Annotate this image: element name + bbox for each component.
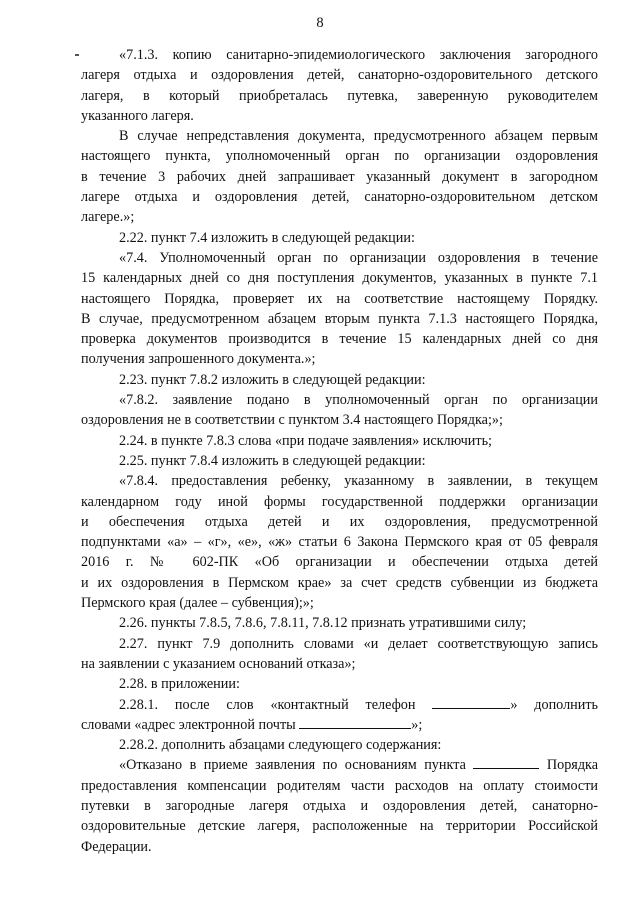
- paragraph-line: Федерации.: [81, 838, 152, 855]
- paragraph-line: [81, 715, 598, 735]
- scan-mark: [75, 54, 79, 56]
- paragraph-p-nepredst: [81, 126, 598, 227]
- paragraph-line: Пермского края (далее – субвенция);»;: [81, 595, 314, 612]
- paragraph-2-28-2: [81, 735, 598, 755]
- paragraph-line: 2.27. пункт 7.9 дополнить словами «и делает соответствующую запись: [119, 635, 598, 652]
- paragraph-line: 2.28.2. дополнить абзацами следующего содержания:: [119, 737, 442, 754]
- paragraph-line: [81, 755, 598, 775]
- paragraph-line: 2.24. в пункте 7.8.3 слова «при подаче заявления» исключить;: [119, 432, 492, 449]
- paragraph-line: «7.1.3. копию санитарно-эпидемиологического заключения загородного: [119, 47, 598, 63]
- paragraph-line: «7.8.2. заявление подано в уполномоченный орган по организации: [119, 392, 598, 409]
- paragraph-p224: [81, 431, 598, 451]
- paragraph-line: 2.25. пункт 7.8.4 изложить в следующей редакции:: [119, 452, 426, 469]
- paragraph-line: лагеря, в который приобреталась путевка, заверенную руководителем: [81, 87, 598, 104]
- paragraph-line: «7.8.4. предоставления ребенку, указанному в заявлении, в текущем: [119, 473, 598, 490]
- paragraph-line: предоставления компенсации родителям части расходов на оплату стоимости: [81, 777, 598, 794]
- paragraph-p225: [81, 451, 598, 471]
- paragraph-p228: [81, 674, 598, 694]
- text-segment: Порядка: [546, 757, 599, 774]
- paragraph-line: [81, 695, 598, 715]
- paragraph-line: и обеспечения отдыха детей и их оздоровления, предусмотренной: [81, 513, 598, 530]
- paragraph-p713: [81, 45, 598, 126]
- paragraph-p784: [81, 471, 598, 613]
- paragraph-line: 2.26. пункты 7.8.5, 7.8.6, 7.8.11, 7.8.12 признать утратившими силу;: [119, 615, 527, 632]
- paragraph-line: оздоровления не в соответствии с пунктом 3.4 настоящего Порядка;»;: [81, 412, 503, 429]
- paragraph-list: [81, 45, 598, 695]
- paragraph-line: 2016 г. № 602-ПК «Об организации и обеспечении отдыха детей: [81, 554, 598, 571]
- paragraph-p74: [81, 248, 598, 370]
- paragraph-line: 2.28. в приложении:: [119, 676, 240, 693]
- blank-field: [299, 716, 411, 729]
- paragraph-p226: [81, 613, 598, 633]
- paragraph-line: настоящего Порядка, проверяет их на соответствие настоящему Порядку.: [81, 290, 598, 307]
- paragraph-line: календарном году иной формы государственной поддержки организации: [81, 493, 598, 510]
- paragraph-line: 2.22. пункт 7.4 изложить в следующей редакции:: [119, 229, 415, 246]
- paragraph-2-28-1: [81, 695, 598, 736]
- paragraph-line: оздоровительные детские лагеря, расположенные на территории Российской: [81, 818, 598, 835]
- paragraph-line: В случае непредставления документа, предусмотренного абзацем первым: [119, 128, 598, 145]
- blank-field: [432, 696, 510, 709]
- blank-field: [473, 756, 539, 769]
- paragraph-line: лагере отдыха и оздоровления детей, санаторно-оздоровительном детском: [81, 189, 598, 206]
- paragraph-line: В случае, предусмотренном абзацем вторым пункта 7.1.3 настоящего Порядка,: [81, 310, 598, 327]
- text-segment: »;: [411, 716, 423, 733]
- paragraph-line: настоящего пункта, уполномоченный орган по организации оздоровления: [81, 148, 598, 165]
- paragraph-p222: [81, 228, 598, 248]
- paragraph-line: в течение 3 рабочих дней запрашивает указанный документ в загородном: [81, 168, 598, 185]
- paragraph-line: указанного лагеря.: [81, 107, 194, 124]
- text-segment: » дополнить: [510, 696, 599, 713]
- text-segment: словами «адрес электронной почты: [81, 716, 296, 733]
- paragraph-line: лагеря отдыха и оздоровления детей, санаторно-оздоровительного детского: [81, 67, 598, 84]
- paragraph-line: путевки в загородные лагеря отдыха и оздоровления детей, санаторно-: [81, 797, 598, 814]
- paragraph-line: подпунктами «а» – «г», «е», «ж» статьи 6 Закона Пермского края от 05 февраля: [81, 534, 598, 551]
- paragraph-line: на заявлении с указанием оснований отказа»;: [81, 655, 356, 672]
- document-body: [81, 45, 598, 857]
- paragraph-rest: [81, 776, 598, 857]
- text-segment: «Отказано в приеме заявления по основаниям пункта: [119, 757, 466, 774]
- paragraph-line: «7.4. Уполномоченный орган по организации оздоровления в течение: [119, 249, 598, 266]
- paragraph-p223: [81, 370, 598, 390]
- paragraph-line: и их оздоровления в Пермском крае» за счет средств субвенции из бюджета: [81, 574, 598, 591]
- paragraph-line: 2.23. пункт 7.8.2 изложить в следующей редакции:: [119, 371, 426, 388]
- paragraph-otkazano: [81, 755, 598, 856]
- page-number: 8: [316, 15, 324, 31]
- paragraph-line: 15 календарных дней со дня поступления документов, указанных в пункте 7.1: [81, 270, 598, 287]
- paragraph-p227: [81, 634, 598, 675]
- paragraph-line: лагере.»;: [81, 209, 135, 226]
- text-segment: 2.28.1. после слов «контактный телефон: [119, 696, 416, 713]
- paragraph-p782: [81, 390, 598, 431]
- paragraph-line: получения запрошенного документа.»;: [81, 351, 316, 368]
- paragraph-line: проверка документов производится в течение 15 календарных дней со дня: [81, 331, 598, 348]
